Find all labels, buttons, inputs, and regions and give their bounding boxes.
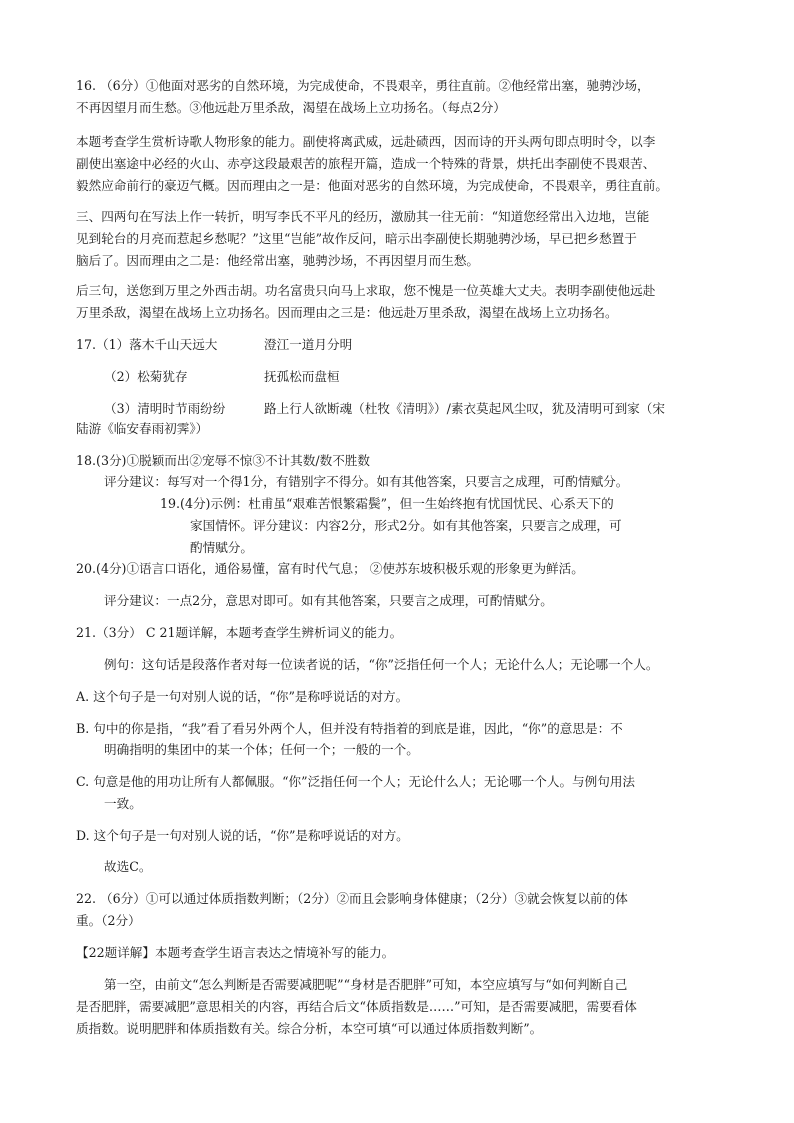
q18-scoring: 评分建议：每写对一个得1分，有错别字不得分。如有其他答案，只要言之成理，可酌情赋分。 (104, 474, 629, 489)
q20-answer: 20.(4分)①语言口语化，通俗易懂，富有时代气息； ②使苏东坡积极乐观的形象更为鲜活。 (76, 561, 584, 576)
analysis16-p1-line2: 副使出塞途中必经的火山、赤亭这段最艰苦的旅程开篇，造成一个特殊的背景，烘托出李副使不畏艰苦、 (76, 156, 656, 171)
q19-line1: 19.(4分)示例：杜甫虽“艰难苦恨繁霜鬓”，但一生始终抱有忧国忧民、心系天下的 (160, 496, 614, 511)
q17-item-2 (104, 368, 704, 386)
q22-analysis-title: 【22题详解】本题考查学生语言表达之情境补写的能力。 (76, 945, 395, 960)
q17-item-1-prompt: 17.（1）落木千山天远大 (76, 337, 218, 352)
q21-conclusion: 故选C。 (104, 859, 152, 874)
q17-item-2-answer: 抚孤松而盘桓 (264, 369, 340, 384)
q17-item-3-continuation: 陆游《临安春雨初霁》） (76, 421, 209, 436)
q17-item-2-prompt: （2）松菊犹存 (104, 369, 188, 384)
q20-scoring: 评分建议：一点2分，意思对即可。如有其他答案，只要言之成理，可酌情赋分。 (104, 593, 553, 608)
q21-option-c-line1: C. 句意是他的用功让所有人都佩服。“你”泛指任何一个人；无论什么人；无论哪一个人。与例句用法 (76, 774, 636, 789)
q21-option-b-line1: B. 句中的你是指，“我”看了看另外两个人，但并没有特指着的到底是谁，因此，“你”的意思是：不 (76, 721, 623, 736)
q22-answer-line1: 22. （6分）①可以通过体质指数判断；（2分）②而且会影响身体健康；（2分）③就会恢复以前的体 (76, 891, 628, 906)
q22-analysis-line3: 质指数。说明肥胖和体质指数有关。综合分析，本空可填“可以通过体质指数判断”。 (76, 1021, 543, 1036)
analysis16-p3-line1: 后三句，送您到万里之外西击胡。功名富贵只向马上求取，您不愧是一位英雄大丈夫。表明李副使他远赴 (76, 283, 656, 298)
analysis16-p2-line3: 脑后了。因而理由之二是：他经常出塞，驰骋沙场，不再因望月而生愁。 (76, 253, 479, 268)
q22-analysis-line1: 第一空，由前文“怎么判断是否需要减肥呢”“身材是否肥胖”可知，本空应填写与“如何判断自己 (104, 977, 628, 992)
q21-example: 例句：这句话是段落作者对每一位读者说的话，“你”泛指任何一个人；无论什么人；无论哪一个人。 (104, 657, 659, 672)
analysis16-p2-line2: 见到轮台的月亮而惹起乡愁呢？”这里“岂能”故作反问，暗示出李副使长期驰骋沙场，早已把乡愁置于 (76, 231, 637, 246)
q21-option-d: D. 这个句子是一句对别人说的话，“你”是称呼说话的对方。 (76, 828, 409, 843)
q21-option-b-line2: 明确指明的集团中的某一个体；任何一个；一般的一个。 (104, 742, 419, 757)
q17-item-3-answer: 路上行人欲断魂（杜牧《清明》）/素衣莫起风尘叹，犹及清明可到家（宋 (264, 401, 665, 416)
analysis16-p3-line2: 万里杀敌，渴望在战场上立功扬名。因而理由之三是：他远赴万里杀敌，渴望在战场上立功扬名。 (76, 305, 618, 320)
analysis16-p1-line1: 本题考查学生赏析诗歌人物形象的能力。副使将离武威，远赴碛西，因而诗的开头两句即点明时令，以李 (76, 134, 656, 149)
q22-analysis-line2: 是否肥胖，需要减肥”意思相关的内容，再结合后文“体质指数是……”可知，是否需要减肥，需要看体 (76, 999, 637, 1014)
q17-item-1-answer: 澄江一道月分明 (264, 337, 353, 352)
q21-option-c-line2: 一致。 (104, 796, 142, 811)
q22-answer-line2: 重。（2分） (76, 913, 141, 928)
q17-item-3-prompt: （3）清明时节雨纷纷 (104, 401, 226, 416)
analysis16-p1-line3: 毅然应命前行的豪迈气概。因而理由之一是：他面对恶劣的自然环境，为完成使命，不畏艰辛，勇往直前。 (76, 178, 668, 193)
q19-line3: 酌情赋分。 (190, 540, 253, 555)
q21-option-a: A. 这个句子是一句对别人说的话，“你”是称呼说话的对方。 (76, 689, 409, 704)
q16-answer-line2: 不再因望月而生愁。③他远赴万里杀敌，渴望在战场上立功扬名。（每点2分） (76, 100, 506, 115)
q17-item-1 (76, 336, 716, 354)
q17-item-3 (104, 400, 724, 418)
q21-answer: 21.（3分） C 21题详解，本题考查学生辨析词义的能力。 (76, 625, 403, 640)
q18-answer: 18.(3分)①脱颖而出②宠辱不惊③不计其数/数不胜数 (76, 453, 370, 468)
analysis16-p2-line1: 三、四两句在写法上作一转折，明写李氏不平凡的经历，激励其一往无前：“知道您经常出入边地，岂能 (76, 209, 650, 224)
q16-answer-line1: 16. （6分）①他面对恶劣的自然环境，为完成使命，不畏艰辛，勇往直前。②他经常出塞，驰骋沙场， (76, 78, 650, 93)
q19-line2: 家国情怀。评分建议：内容2分，形式2分。如有其他答案，只要言之成理，可 (190, 518, 622, 533)
